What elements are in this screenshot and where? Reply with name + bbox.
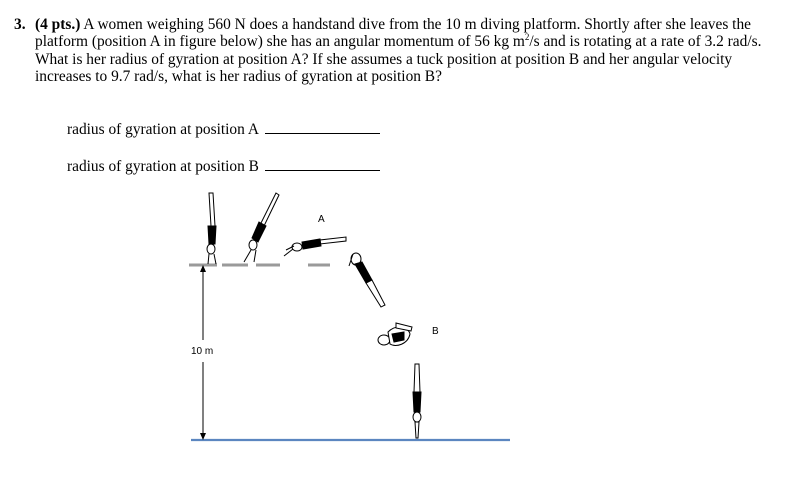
- diver-handstand: [207, 193, 216, 264]
- problem-points: (4 pts.): [35, 16, 81, 33]
- answer-label-a: radius of gyration at position A: [67, 121, 259, 138]
- diver-opening: [349, 253, 385, 307]
- diver-falling: [244, 193, 279, 262]
- diver-entry: [413, 364, 421, 438]
- problem-number: 3.: [14, 16, 26, 33]
- diver-position-a: [284, 237, 346, 256]
- diver-position-b: [378, 323, 412, 346]
- answer-label-b: radius of gyration at position B: [67, 158, 259, 175]
- problem-text-part1: A women weighing 560 N does a handstand dive from the 10 m diving platform. Shortly after she leaves the platform (position A in figure below) she has an angular momentum of 56 kg m: [35, 16, 751, 51]
- superscript-two: 2: [524, 32, 530, 43]
- label-position-a: A: [318, 214, 325, 225]
- problem-text-part2: /s and is rotating at a rate of 3.2 rad/s. What is her radius of gyration at position A? If she assumes a tuck position at position B and her angular velocity increases to 9.7 rad/s, what is her radius of gyration at position B?: [35, 33, 762, 85]
- label-position-b: B: [432, 326, 439, 337]
- height-label: 10 m: [191, 346, 214, 357]
